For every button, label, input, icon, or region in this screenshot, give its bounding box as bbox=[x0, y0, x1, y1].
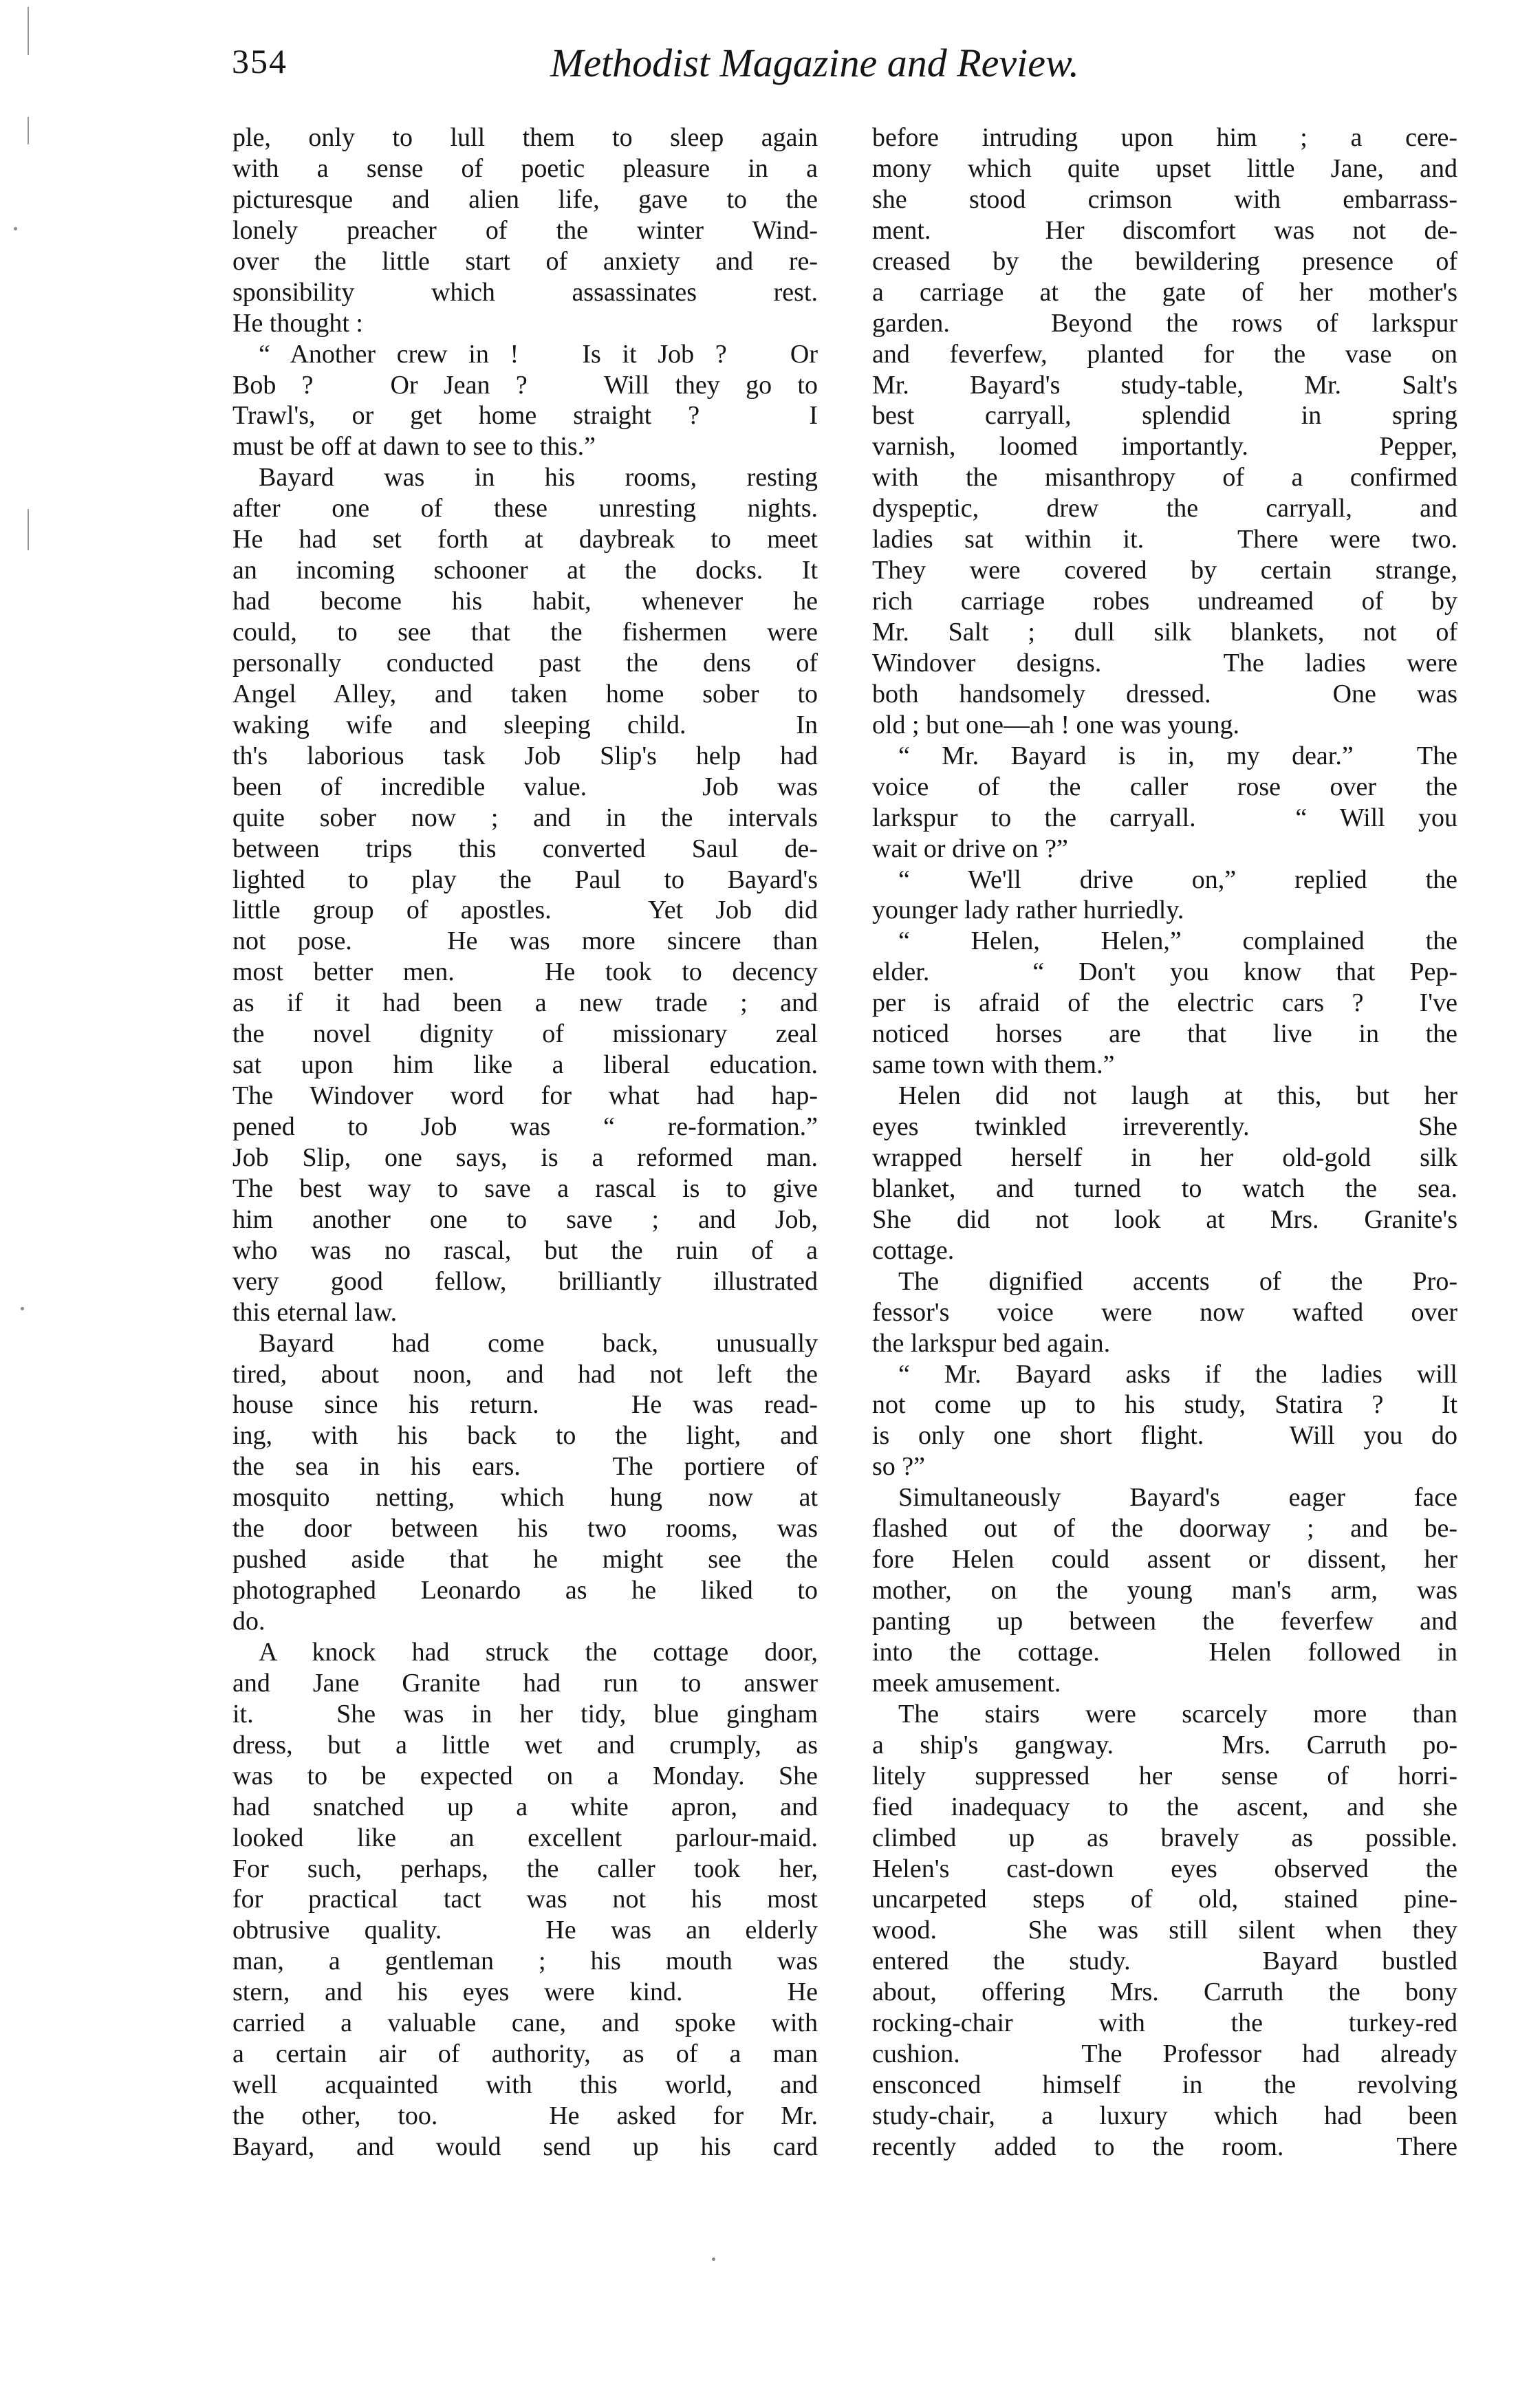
text-line: stern, and his eyes were kind. He bbox=[232, 1978, 818, 2007]
text-line: Simultaneously Bayard's eager face bbox=[898, 1483, 1457, 1513]
text-line: “ Mr. Bayard is in, my dear.” The bbox=[898, 741, 1457, 770]
text-column-right bbox=[872, 122, 1457, 2163]
text-line: not come up to his study, Statira ? It bbox=[872, 1390, 1457, 1420]
text-line: Mr. Bayard's study-table, Mr. Salt's bbox=[872, 370, 1457, 400]
text-line: noticed horses are that live in the bbox=[872, 1019, 1457, 1049]
text-line: the door between his two rooms, was bbox=[232, 1514, 818, 1544]
text-line: looked like an excellent parlour-maid. bbox=[232, 1823, 818, 1852]
text-line: over the little start of anxiety and re- bbox=[232, 246, 818, 276]
text-line: house since his return. He was read- bbox=[232, 1390, 818, 1420]
text-line: For such, perhaps, the caller took her, bbox=[232, 1854, 818, 1883]
text-line: fessor's voice were now wafted over bbox=[872, 1297, 1457, 1327]
text-line: th's laborious task Job Slip's help had bbox=[232, 741, 818, 770]
text-line: a ship's gangway. Mrs. Carruth po- bbox=[872, 1730, 1457, 1760]
text-line: cushion. The Professor had already bbox=[872, 2039, 1457, 2069]
text-line: same town with them.” bbox=[872, 1050, 1115, 1080]
text-line: Helen did not laugh at this, but her bbox=[898, 1081, 1457, 1111]
text-line: blanket, and turned to watch the sea. bbox=[872, 1173, 1457, 1203]
text-line: between trips this converted Saul de- bbox=[232, 834, 818, 863]
text-line: could, to see that the fishermen were bbox=[232, 618, 818, 647]
text-line: wrapped herself in her old-gold silk bbox=[872, 1143, 1457, 1172]
text-line: ment. Her discomfort was not de- bbox=[872, 215, 1457, 245]
margin-speck bbox=[712, 2258, 715, 2261]
text-line: pushed aside that he might see the bbox=[232, 1545, 818, 1574]
text-line: must be off at dawn to see to this.” bbox=[232, 432, 596, 462]
text-line: most better men. He took to decency bbox=[232, 957, 818, 987]
text-line: sponsibility which assassinates rest. bbox=[232, 277, 818, 307]
margin-speck bbox=[14, 227, 17, 230]
text-line: personally conducted past the dens of bbox=[232, 648, 818, 678]
text-line: lonely preacher of the winter Wind- bbox=[232, 215, 818, 245]
text-line: for practical tact was not his most bbox=[232, 1885, 818, 1914]
text-line: flashed out of the doorway ; and be- bbox=[872, 1514, 1457, 1544]
text-line: sat upon him like a liberal education. bbox=[232, 1050, 818, 1080]
margin-speck bbox=[21, 1307, 24, 1310]
text-line: into the cottage. Helen followed in bbox=[872, 1637, 1457, 1667]
text-line: He thought : bbox=[232, 308, 363, 338]
text-line: “ Another crew in ! Is it Job ? Or bbox=[259, 339, 818, 369]
text-line: rich carriage robes undreamed of by bbox=[872, 587, 1457, 616]
text-line: The dignified accents of the Pro- bbox=[898, 1266, 1457, 1296]
text-line: old ; but one—ah ! one was young. bbox=[872, 710, 1240, 739]
text-line: ple, only to lull them to sleep again bbox=[232, 123, 818, 152]
page-number: 354 bbox=[232, 42, 288, 80]
text-line: quite sober now ; and in the intervals bbox=[232, 803, 818, 832]
text-line: per is afraid of the electric cars ? I've bbox=[872, 988, 1457, 1018]
text-line: recently added to the room. There bbox=[872, 2132, 1457, 2161]
text-line: photographed Leonardo as he liked to bbox=[232, 1576, 818, 1605]
text-line: as if it had been a new trade ; and bbox=[232, 988, 818, 1018]
text-line: wood. She was still silent when they bbox=[872, 1916, 1457, 1945]
text-line: Job Slip, one says, is a reformed man. bbox=[232, 1143, 818, 1172]
text-line: a certain air of authority, as of a man bbox=[232, 2039, 818, 2069]
text-line: Mr. Salt ; dull silk blankets, not of bbox=[872, 618, 1457, 647]
text-line: who was no rascal, but the ruin of a bbox=[232, 1235, 818, 1265]
text-line: the other, too. He asked for Mr. bbox=[232, 2101, 818, 2130]
margin-scan-mark bbox=[28, 7, 29, 55]
text-line: Helen's cast-down eyes observed the bbox=[872, 1854, 1457, 1883]
text-line: study-chair, a luxury which had been bbox=[872, 2101, 1457, 2130]
text-line: fore Helen could assent or dissent, her bbox=[872, 1545, 1457, 1574]
text-line: ladies sat within it. There were two. bbox=[872, 525, 1457, 554]
text-line: pened to Job was “ re-formation.” bbox=[232, 1112, 818, 1141]
text-line: the larkspur bed again. bbox=[872, 1328, 1111, 1358]
text-line: Bayard had come back, unusually bbox=[259, 1328, 818, 1358]
text-line: carried a valuable cane, and spoke with bbox=[232, 2009, 818, 2038]
text-line: with the misanthropy of a confirmed bbox=[872, 463, 1457, 492]
text-line: wait or drive on ?” bbox=[872, 834, 1068, 863]
text-line: litely suppressed her sense of horri- bbox=[872, 1761, 1457, 1790]
text-line: man, a gentleman ; his mouth was bbox=[232, 1947, 818, 1976]
text-line: obtrusive quality. He was an elderly bbox=[232, 1916, 818, 1945]
text-line: picturesque and alien life, gave to the bbox=[232, 184, 818, 214]
text-line: with a sense of poetic pleasure in a bbox=[232, 153, 818, 183]
text-line: climbed up as bravely as possible. bbox=[872, 1823, 1457, 1852]
text-line: so ?” bbox=[872, 1452, 926, 1482]
text-line: Angel Alley, and taken home sober to bbox=[232, 679, 818, 708]
text-line: little group of apostles. Yet Job did bbox=[232, 896, 818, 925]
text-line: mosquito netting, which hung now at bbox=[232, 1483, 818, 1513]
text-line: and feverfew, planted for the vase on bbox=[872, 339, 1457, 369]
text-line: entered the study. Bayard bustled bbox=[872, 1947, 1457, 1976]
text-line: is only one short flight. Will you do bbox=[872, 1421, 1457, 1451]
text-line: dress, but a little wet and crumply, as bbox=[232, 1730, 818, 1760]
text-line: had become his habit, whenever he bbox=[232, 587, 818, 616]
running-title: Methodist Magazine and Review. bbox=[550, 41, 1079, 85]
text-line: varnish, loomed importantly. Pepper, bbox=[872, 432, 1457, 462]
text-line: Bayard, and would send up his card bbox=[232, 2132, 818, 2161]
text-line: very good fellow, brilliantly illustrated bbox=[232, 1266, 818, 1296]
text-line: do. bbox=[232, 1607, 265, 1636]
text-line: He had set forth at daybreak to meet bbox=[232, 525, 818, 554]
text-line: Bayard was in his rooms, resting bbox=[259, 463, 818, 492]
text-line: dyspeptic, drew the carryall, and bbox=[872, 494, 1457, 523]
text-line: “ We'll drive on,” replied the bbox=[898, 865, 1457, 894]
text-line: about, offering Mrs. Carruth the bony bbox=[872, 1978, 1457, 2007]
text-line: been of incredible value. Job was bbox=[232, 772, 818, 801]
text-line: tired, about noon, and had not left the bbox=[232, 1359, 818, 1389]
text-line: the sea in his ears. The portiere of bbox=[232, 1452, 818, 1482]
text-line: “ Mr. Bayard asks if the ladies will bbox=[898, 1359, 1457, 1389]
text-line: best carryall, splendid in spring bbox=[872, 401, 1457, 431]
text-line: rocking-chair with the turkey-red bbox=[872, 2009, 1457, 2038]
text-line: She did not look at Mrs. Granite's bbox=[872, 1204, 1457, 1234]
text-line: both handsomely dressed. One was bbox=[872, 679, 1457, 708]
margin-scan-mark bbox=[28, 117, 29, 144]
text-line: elder. “ Don't you know that Pep- bbox=[872, 957, 1457, 987]
text-line: Bob ? Or Jean ? Will they go to bbox=[232, 370, 818, 400]
text-line: the novel dignity of missionary zeal bbox=[232, 1019, 818, 1049]
text-line: cottage. bbox=[872, 1235, 955, 1265]
text-line: Trawl's, or get home straight ? I bbox=[232, 401, 818, 431]
text-line: A knock had struck the cottage door, bbox=[259, 1637, 818, 1667]
text-line: The Windover word for what had hap- bbox=[232, 1081, 818, 1111]
text-line: creased by the bewildering presence of bbox=[872, 246, 1457, 276]
text-line: mother, on the young man's arm, was bbox=[872, 1576, 1457, 1605]
text-line: she stood crimson with embarrass- bbox=[872, 184, 1457, 214]
text-line: garden. Beyond the rows of larkspur bbox=[872, 308, 1457, 338]
text-line: “ Helen, Helen,” complained the bbox=[898, 927, 1457, 956]
text-line: was to be expected on a Monday. She bbox=[232, 1761, 818, 1790]
text-line: ensconced himself in the revolving bbox=[872, 2070, 1457, 2100]
text-line: voice of the caller rose over the bbox=[872, 772, 1457, 801]
text-line: mony which quite upset little Jane, and bbox=[872, 153, 1457, 183]
text-line: before intruding upon him ; a cere- bbox=[872, 123, 1457, 152]
text-column-left bbox=[232, 122, 818, 2163]
text-line: a carriage at the gate of her mother's bbox=[872, 277, 1457, 307]
text-line: panting up between the feverfew and bbox=[872, 1607, 1457, 1636]
text-line: and Jane Granite had run to answer bbox=[232, 1668, 818, 1698]
text-line: The best way to save a rascal is to give bbox=[232, 1173, 818, 1203]
text-line: after one of these unresting nights. bbox=[232, 494, 818, 523]
text-line: an incoming schooner at the docks. It bbox=[232, 556, 818, 585]
text-line: larkspur to the carryall. “ Will you bbox=[872, 803, 1457, 832]
text-line: younger lady rather hurriedly. bbox=[872, 896, 1184, 925]
text-line: waking wife and sleeping child. In bbox=[232, 710, 818, 739]
text-line: They were covered by certain strange, bbox=[872, 556, 1457, 585]
text-line: him another one to save ; and Job, bbox=[232, 1204, 818, 1234]
text-line: ing, with his back to the light, and bbox=[232, 1421, 818, 1451]
text-line: The stairs were scarcely more than bbox=[898, 1699, 1457, 1729]
text-line: well acquainted with this world, and bbox=[232, 2070, 818, 2100]
text-line: lighted to play the Paul to Bayard's bbox=[232, 865, 818, 894]
text-line: had snatched up a white apron, and bbox=[232, 1792, 818, 1821]
text-line: this eternal law. bbox=[232, 1297, 398, 1327]
text-line: not pose. He was more sincere than bbox=[232, 927, 818, 956]
text-line: meek amusement. bbox=[872, 1668, 1061, 1698]
margin-scan-mark bbox=[28, 509, 29, 550]
text-line: Windover designs. The ladies were bbox=[872, 648, 1457, 678]
text-line: it. She was in her tidy, blue gingham bbox=[232, 1699, 818, 1729]
text-line: eyes twinkled irreverently. She bbox=[872, 1112, 1457, 1141]
text-line: uncarpeted steps of old, stained pine- bbox=[872, 1885, 1457, 1914]
text-line: fied inadequacy to the ascent, and she bbox=[872, 1792, 1457, 1821]
